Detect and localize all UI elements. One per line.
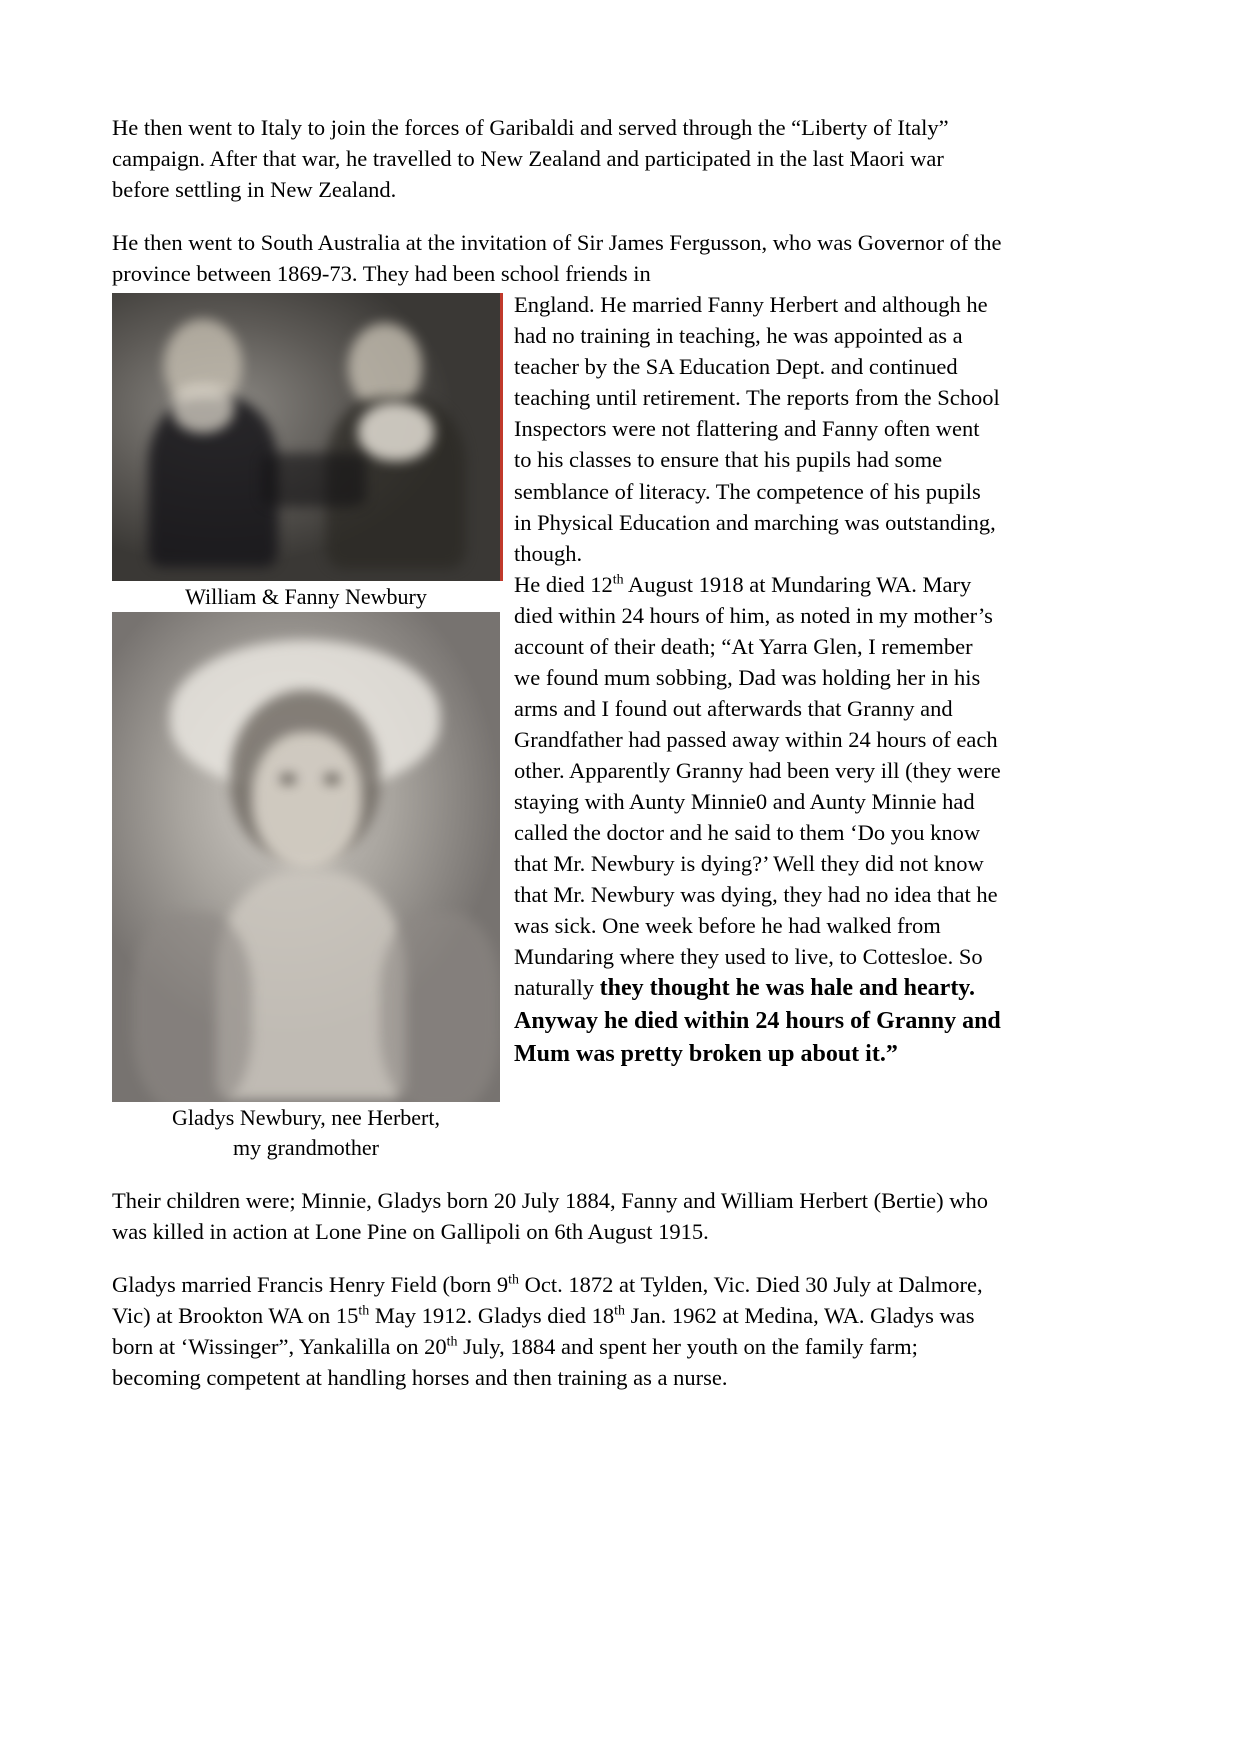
ordinal-suffix: th (612, 572, 624, 588)
gladys-marriage-a: Gladys married Francis Henry Field (born 9 (112, 1272, 509, 1298)
ordinal-suffix-4: th (446, 1334, 458, 1350)
gladys-marriage-d: Jan. 1962 at Medina, WA. Gladys was born at ‘Wissinger”, Yankalilla on 20 (112, 1303, 975, 1360)
ordinal-suffix-3: th (614, 1303, 626, 1319)
ordinal-suffix-2: th (358, 1303, 370, 1319)
caption-william-and-fanny: William & Fanny Newbury (185, 584, 427, 610)
photo-gladys-newbury (112, 612, 500, 1102)
caption-gladys-line2: my grandmother (232, 1135, 380, 1161)
paragraph-england-teaching: England. He married Fanny Herbert and although he had no training in teaching, he was appointed as a teacher by the SA Education Dept. and continued teaching until retirement. The reports from the School Inspectors were not flattering and Fanny often went to his classes to ensure that his pupils had some semblance of literacy. The competence of his pupils in Physical Education and marching was outstanding, though. (514, 292, 1000, 566)
figure-william-and-fanny (112, 293, 500, 612)
gladys-marriage-c: May 1912. Gladys died 18 (369, 1303, 615, 1329)
paragraph-spacer-2 (112, 1163, 1002, 1185)
death-date-prefix: He died 12 (514, 571, 613, 597)
paragraph-children: Their children were; Minnie, Gladys born 20 July 1884, Fanny and William Herbert (Bertie) who was killed in action at Lone Pine on Gallipoli on 6th August 1915. (112, 1188, 988, 1245)
paragraph-italy-newzealand: He then went to Italy to join the forces of Garibaldi and served through the “Liberty of Italy” campaign. After that war, he travelled to New Zealand and participated in the last Maori war before settling in New Zealand. (112, 115, 949, 203)
gladys-marriage-e: July, 1884 and spent her youth on the family farm; becoming competent at handling horses and then training as a nurse. (112, 1334, 918, 1391)
paragraph-spacer (112, 205, 1002, 227)
paragraph-spacer-3 (112, 1247, 1002, 1269)
document-body (112, 112, 1002, 1393)
paragraph-gladys-marriage (112, 1269, 1002, 1393)
death-account-text: August 1918 at Mundaring WA. Mary died within 24 hours of him, as noted in my mother’s account of their death; “At Yarra Glen, I remember we found mum sobbing, Dad was holding her in his arms and I found out afterwards that Granny and Grandfather had passed away within 24 hours of each other. Apparently Granny had been very ill (they were staying with Aunty Minnie0 and Aunty Minnie had called the doctor and he said to them ‘Do you know that Mr. Newbury is dying?’ Well they did not know that Mr. Newbury was dying, they had no idea that he was sick. One week before he had walked from Mundaring where they used to live, to Cottesloe. So naturally (514, 571, 1001, 1001)
paragraph-south-australia: He then went to South Australia at the invitation of Sir James Fergusson, who was Governor of the province between 1869-73. They had been school friends in (112, 230, 1002, 287)
caption-gladys-line1: Gladys Newbury, nee Herbert, (172, 1104, 440, 1130)
ordinal-suffix-1: th (508, 1272, 519, 1288)
death-account-bold-text: they thought he was hale and hearty. Anyway he died within 24 hours of Granny and Mum was pretty broken up about it.” (514, 975, 1001, 1068)
photo-william-and-fanny (112, 293, 503, 581)
gladys-marriage-b: Oct. 1872 at Tylden, Vic. Died 30 July at Dalmore, Vic) at Brookton WA on 15 (112, 1272, 983, 1329)
figure-gladys (112, 612, 500, 1163)
